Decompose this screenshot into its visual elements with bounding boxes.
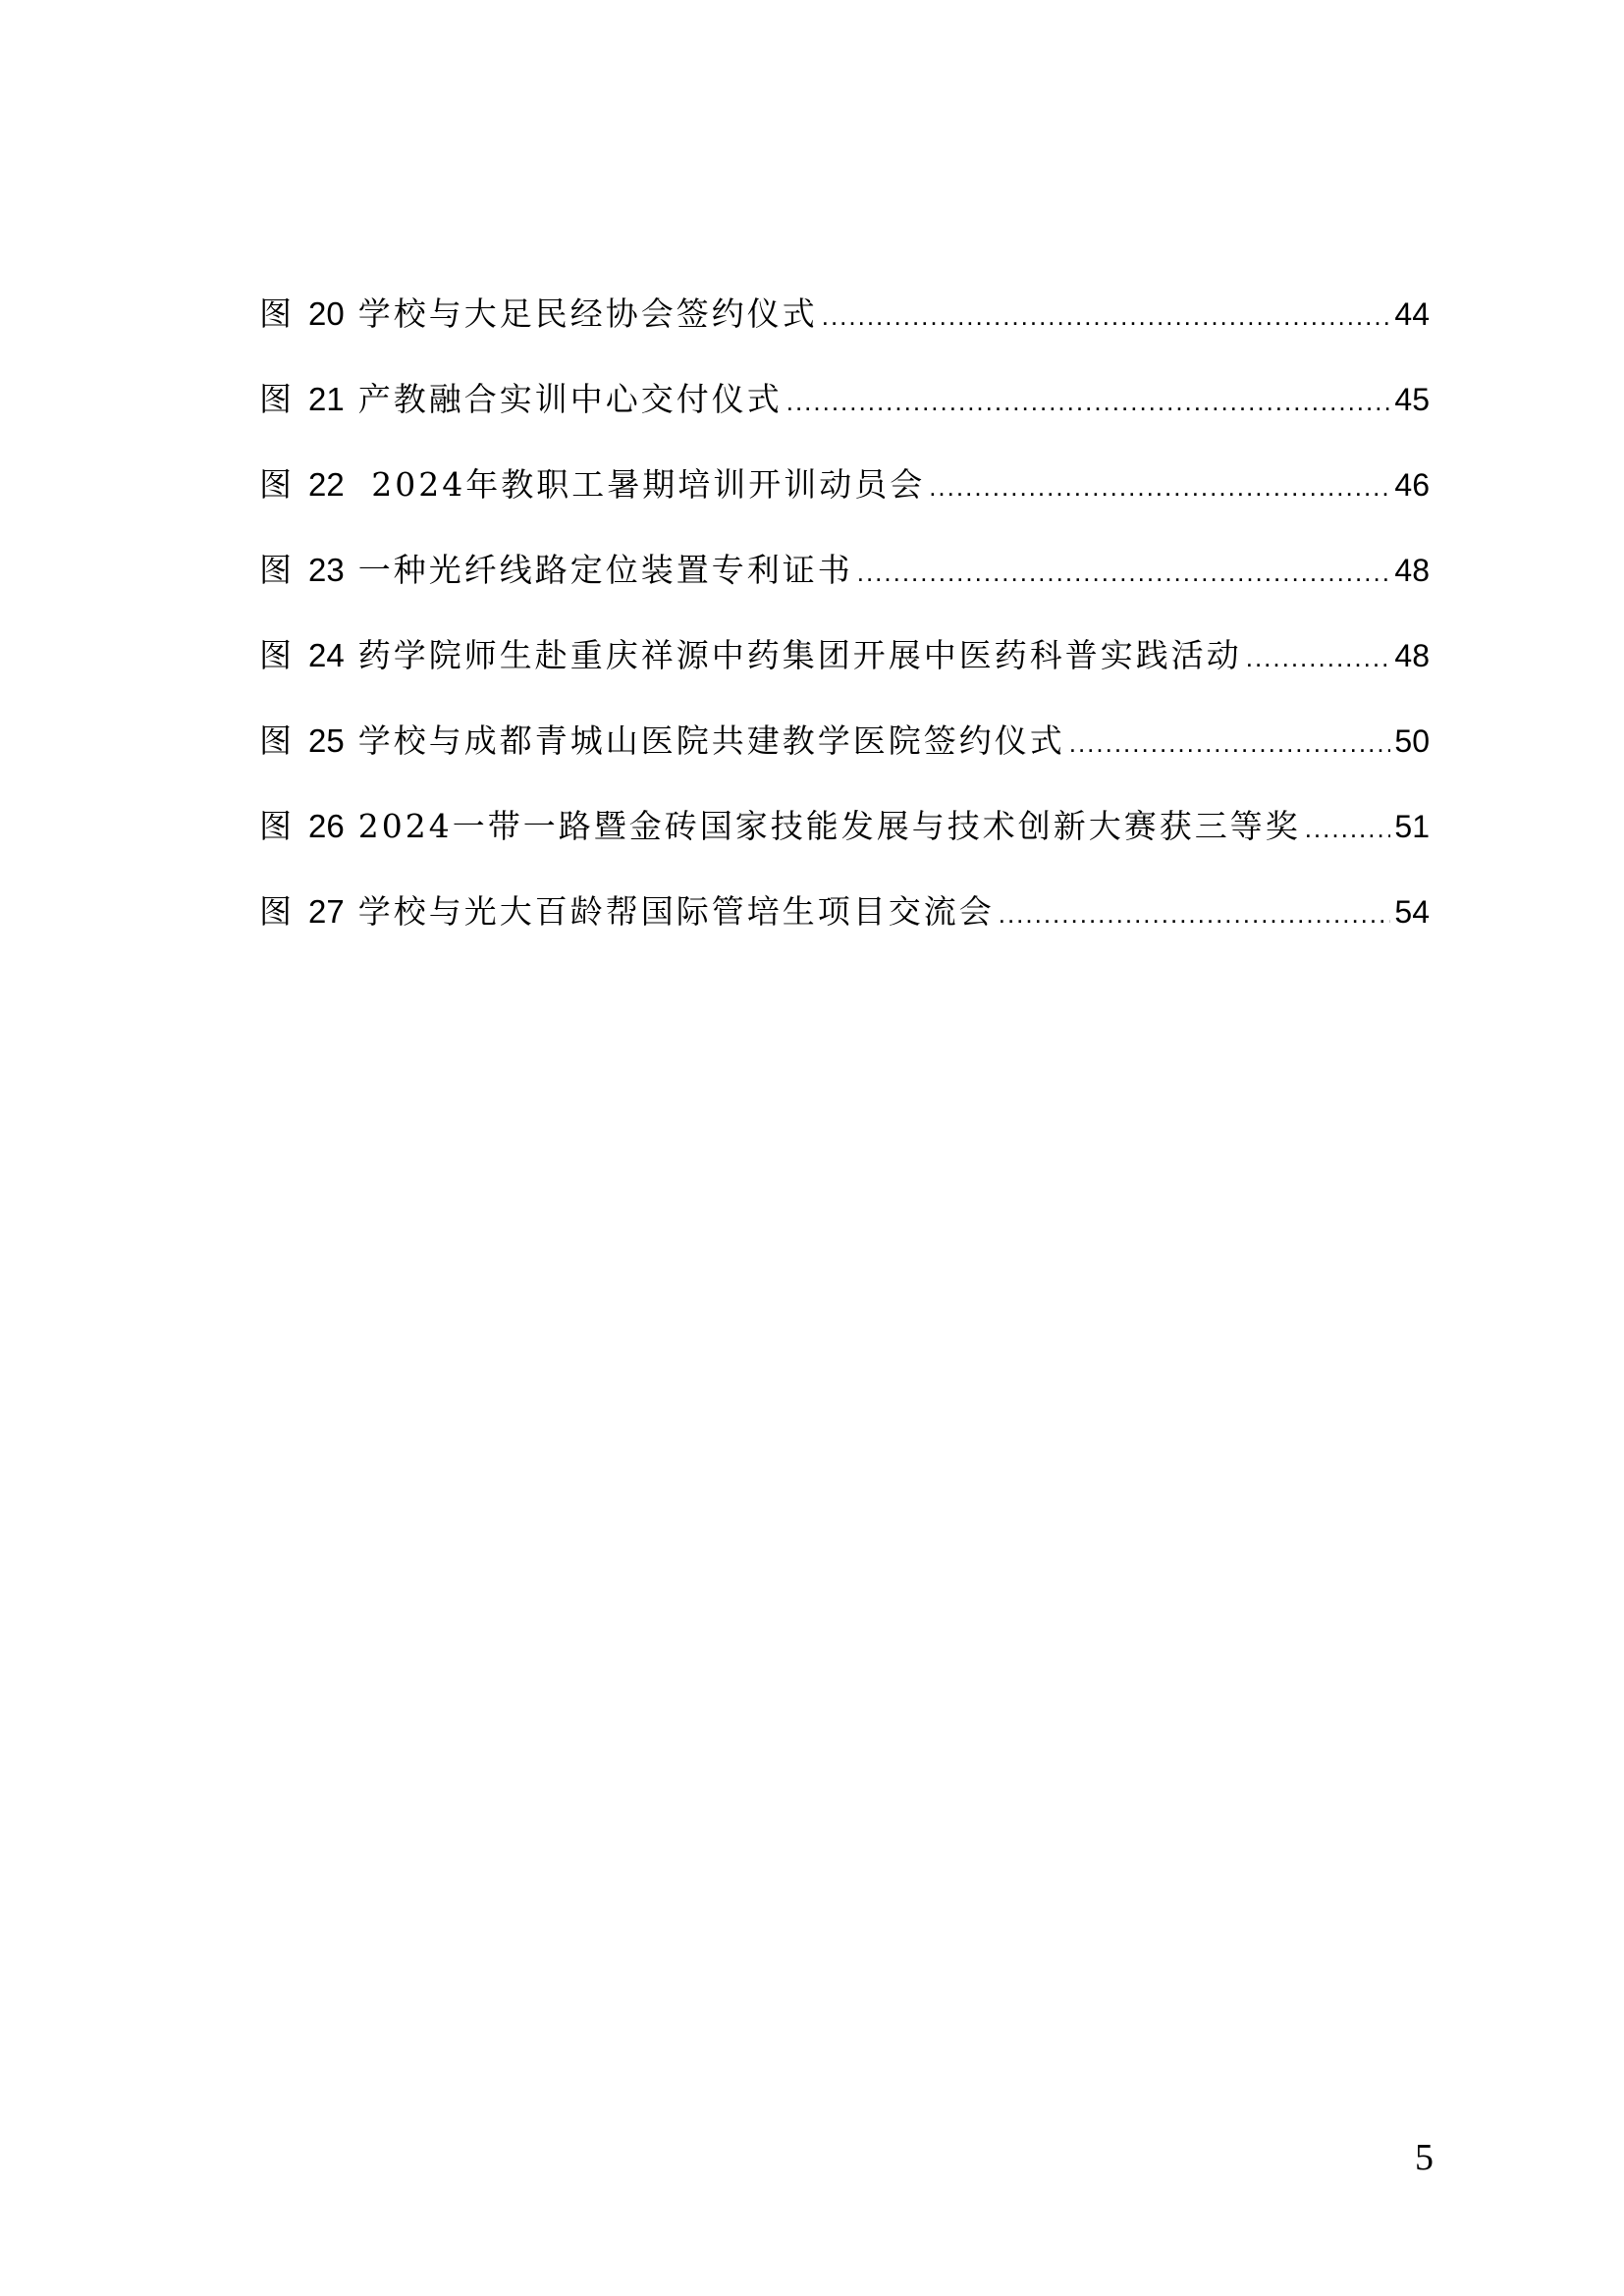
toc-entry-label — [259, 720, 1065, 763]
toc-entry-label — [259, 890, 995, 934]
toc-entry-number: 23 — [308, 552, 345, 588]
toc-entry-prefix: 图 — [259, 551, 295, 589]
toc-dot-leader — [786, 380, 1391, 423]
toc-entry-number: 22 — [308, 466, 345, 503]
toc-entry-label — [259, 805, 1301, 848]
toc-entry-page: 48 — [1394, 553, 1430, 588]
toc-entry-label — [259, 378, 783, 421]
toc-entry-page: 51 — [1394, 809, 1430, 844]
page-number: 5 — [1415, 2137, 1434, 2178]
toc-entry-number: 27 — [308, 893, 345, 930]
toc-entry-number: 25 — [308, 722, 345, 759]
toc-entry-label — [259, 293, 818, 336]
toc-entry[interactable] — [259, 378, 1430, 463]
toc-dot-leader — [1246, 636, 1391, 679]
toc-entry-title: 一种光纤线路定位装置专利证书 — [357, 551, 853, 589]
toc-entry-page: 44 — [1394, 296, 1430, 332]
toc-entry[interactable] — [259, 549, 1430, 634]
figure-table-of-contents — [259, 293, 1430, 976]
toc-entry[interactable] — [259, 805, 1430, 890]
toc-dot-leader — [1305, 807, 1391, 850]
toc-entry-number: 26 — [308, 808, 345, 844]
toc-entry[interactable] — [259, 463, 1430, 549]
toc-entry[interactable] — [259, 293, 1430, 378]
toc-dot-leader — [1069, 721, 1391, 765]
toc-dot-leader — [929, 465, 1390, 508]
toc-entry-label — [259, 634, 1242, 677]
toc-entry[interactable] — [259, 720, 1430, 805]
toc-entry-prefix: 图 — [259, 465, 295, 504]
toc-entry-prefix: 图 — [259, 892, 295, 931]
toc-dot-leader — [822, 294, 1391, 338]
toc-entry-title: 学校与成都青城山医院共建教学医院签约仪式 — [357, 721, 1065, 760]
toc-entry-page: 45 — [1394, 382, 1430, 417]
toc-entry-prefix: 图 — [259, 380, 295, 418]
toc-entry-number: 21 — [308, 381, 345, 417]
toc-entry-title: 2024年教职工暑期培训开训动员会 — [357, 465, 926, 504]
toc-dot-leader — [999, 892, 1391, 935]
toc-entry-number: 20 — [308, 295, 345, 332]
toc-entry-label — [259, 463, 925, 507]
toc-entry-number: 24 — [308, 637, 345, 673]
toc-entry-prefix: 图 — [259, 807, 295, 845]
toc-entry-title: 学校与大足民经协会签约仪式 — [357, 294, 818, 333]
toc-entry[interactable] — [259, 890, 1430, 976]
toc-entry-page: 48 — [1394, 638, 1430, 673]
toc-entry-page: 46 — [1394, 467, 1430, 503]
toc-dot-leader — [857, 551, 1391, 594]
toc-entry-page: 50 — [1394, 723, 1430, 759]
toc-entry-title: 学校与光大百龄帮国际管培生项目交流会 — [357, 892, 995, 931]
toc-entry-title: 药学院师生赴重庆祥源中药集团开展中医药科普实践活动 — [357, 636, 1242, 674]
toc-entry-label — [259, 549, 853, 592]
toc-entry-page: 54 — [1394, 894, 1430, 930]
toc-entry-title: 产教融合实训中心交付仪式 — [357, 380, 783, 418]
toc-entry[interactable] — [259, 634, 1430, 720]
toc-entry-prefix: 图 — [259, 294, 295, 333]
toc-entry-prefix: 图 — [259, 721, 295, 760]
toc-entry-prefix: 图 — [259, 636, 295, 674]
toc-entry-title: 2024一带一路暨金砖国家技能发展与技术创新大赛获三等奖 — [357, 807, 1301, 845]
